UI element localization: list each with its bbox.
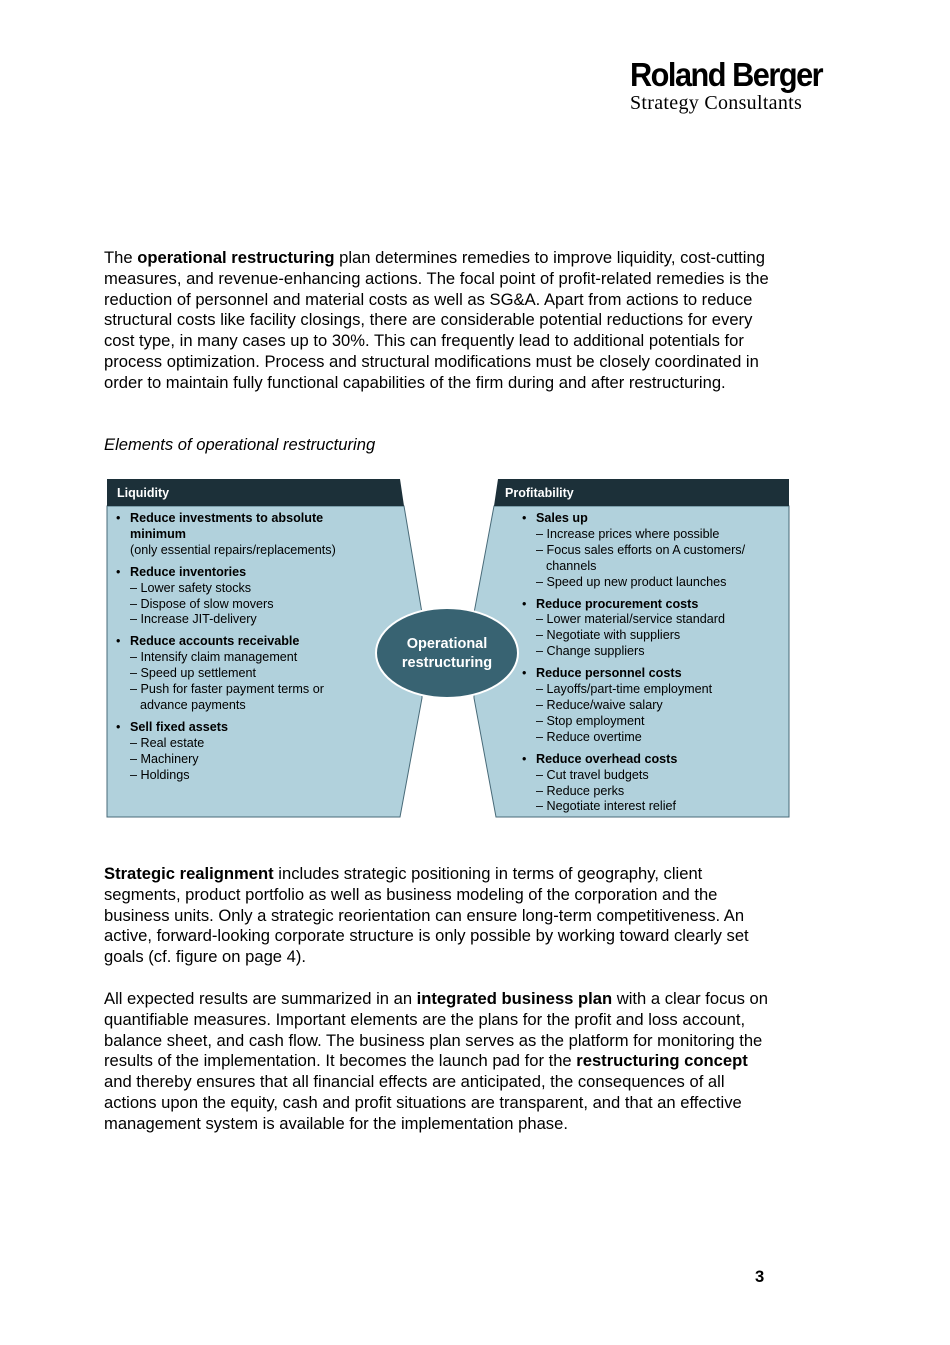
intro-paragraph xyxy=(104,248,776,394)
group-heading: • Reduce personnel costs xyxy=(522,666,772,682)
strategic-bold: Strategic realignment xyxy=(104,864,274,883)
group-heading: • Reduce procurement costs xyxy=(522,597,772,613)
group-heading: • Reduce overhead costs xyxy=(522,752,772,768)
profitability-title: Profitability xyxy=(505,486,574,500)
company-logo xyxy=(630,58,845,114)
integrated-pre: All expected results are summarized in an xyxy=(104,989,417,1008)
integrated-bold-1: integrated business plan xyxy=(416,989,613,1008)
list-item: – Negotiate with suppliers xyxy=(522,628,772,644)
profitability-group xyxy=(522,511,772,591)
list-item: – Speed up settlement xyxy=(116,666,366,682)
intro-pre: The xyxy=(104,248,138,267)
intro-post: plan determines remedies to improve liquidity, cost-cutting measures, and revenue-enhancing actions. The focal point of profit-related remedies is the reduction of personnel and material costs as well as SG&A. Apart from actions to reduce structural costs like facility closings, there are considerable potential reductions for every cost type, in many cases up to 30%. This can frequently lead to additional potentials for process optimization. Process and structural modifications must be closely coordinated in order to maintain fully functional capabilities of the firm during and after restructuring. xyxy=(104,248,769,392)
intro-bold: operational restructuring xyxy=(137,248,335,267)
liquidity-content xyxy=(116,511,366,790)
integrated-post: and thereby ensures that all financial effects are anticipated, the consequences of all actions upon the equity, cash and profit situations are transparent, and that an effective management system is available for the implementation phase. xyxy=(104,1072,742,1133)
list-item: – Holdings xyxy=(116,768,366,784)
strategic-paragraph xyxy=(104,864,776,968)
list-item: – Layoffs/part-time employment xyxy=(522,682,772,698)
profitability-group xyxy=(522,597,772,661)
center-label-line1: Operational xyxy=(406,636,488,652)
list-item: – Increase prices where possible xyxy=(522,527,772,543)
list-item: – Reduce overtime xyxy=(522,730,772,746)
logo-name: Roland Berger xyxy=(630,56,823,93)
liquidity-group xyxy=(116,511,366,559)
list-item: – Stop employment xyxy=(522,714,772,730)
center-label-line2: restructuring xyxy=(401,655,493,671)
group-heading: • Sell fixed assets xyxy=(116,720,366,736)
list-item: – Dispose of slow movers xyxy=(116,597,366,613)
integrated-paragraph xyxy=(104,989,776,1135)
list-item: – Focus sales efforts on A customers/ channels xyxy=(522,543,772,575)
liquidity-group xyxy=(116,634,366,714)
profitability-group xyxy=(522,666,772,746)
list-item: – Push for faster payment terms or advance payments xyxy=(116,682,366,714)
group-heading: • Reduce investments to absolute minimum xyxy=(116,511,366,543)
group-note: (only essential repairs/replacements) xyxy=(130,542,336,557)
list-item: – Reduce/waive salary xyxy=(522,698,772,714)
list-item: – Real estate xyxy=(116,736,366,752)
list-item: – Change suppliers xyxy=(522,644,772,660)
page-number: 3 xyxy=(755,1267,765,1286)
center-label xyxy=(376,635,518,673)
profitability-group xyxy=(522,752,772,816)
liquidity-group xyxy=(116,720,366,784)
list-item: – Speed up new product launches xyxy=(522,575,772,591)
liquidity-group xyxy=(116,565,366,629)
logo-subtitle: Strategy Consultants xyxy=(630,92,803,114)
liquidity-title: Liquidity xyxy=(117,486,170,500)
operational-restructuring-diagram xyxy=(104,477,792,821)
list-item: – Cut travel budgets xyxy=(522,768,772,784)
group-heading: • Sales up xyxy=(522,511,772,527)
list-item: – Intensify claim management xyxy=(116,650,366,666)
list-item: – Lower material/service standard xyxy=(522,612,772,628)
list-item: – Increase JIT-delivery xyxy=(116,612,366,628)
profitability-content xyxy=(522,511,772,821)
strategic-post: includes strategic positioning in terms of geography, client segments, product portfolio as well as business modeling of the corporation and the business units. Only a strategic reorientation can ensure long-term competitiveness. An active, forward-looking corporate structure is only possible by working toward clearly set goals (cf. figure on page 4). xyxy=(104,864,749,967)
list-item: – Lower safety stocks xyxy=(116,581,366,597)
group-heading: • Reduce accounts receivable xyxy=(116,634,366,650)
integrated-mid: with a clear focus on quantifiable measures. Important elements are the plans for the profit and loss account, balance sheet, and cash flow. The business plan serves as the platform for monitoring the results of the implementation. It becomes the launch pad for the xyxy=(104,989,769,1071)
list-item: – Reduce perks xyxy=(522,784,772,800)
list-item: – Machinery xyxy=(116,752,366,768)
group-heading: • Reduce inventories xyxy=(116,565,366,581)
integrated-bold-2: restructuring concept xyxy=(576,1051,748,1071)
figure-caption: Elements of operational restructuring xyxy=(104,435,376,454)
list-item: – Negotiate interest relief xyxy=(522,799,772,815)
